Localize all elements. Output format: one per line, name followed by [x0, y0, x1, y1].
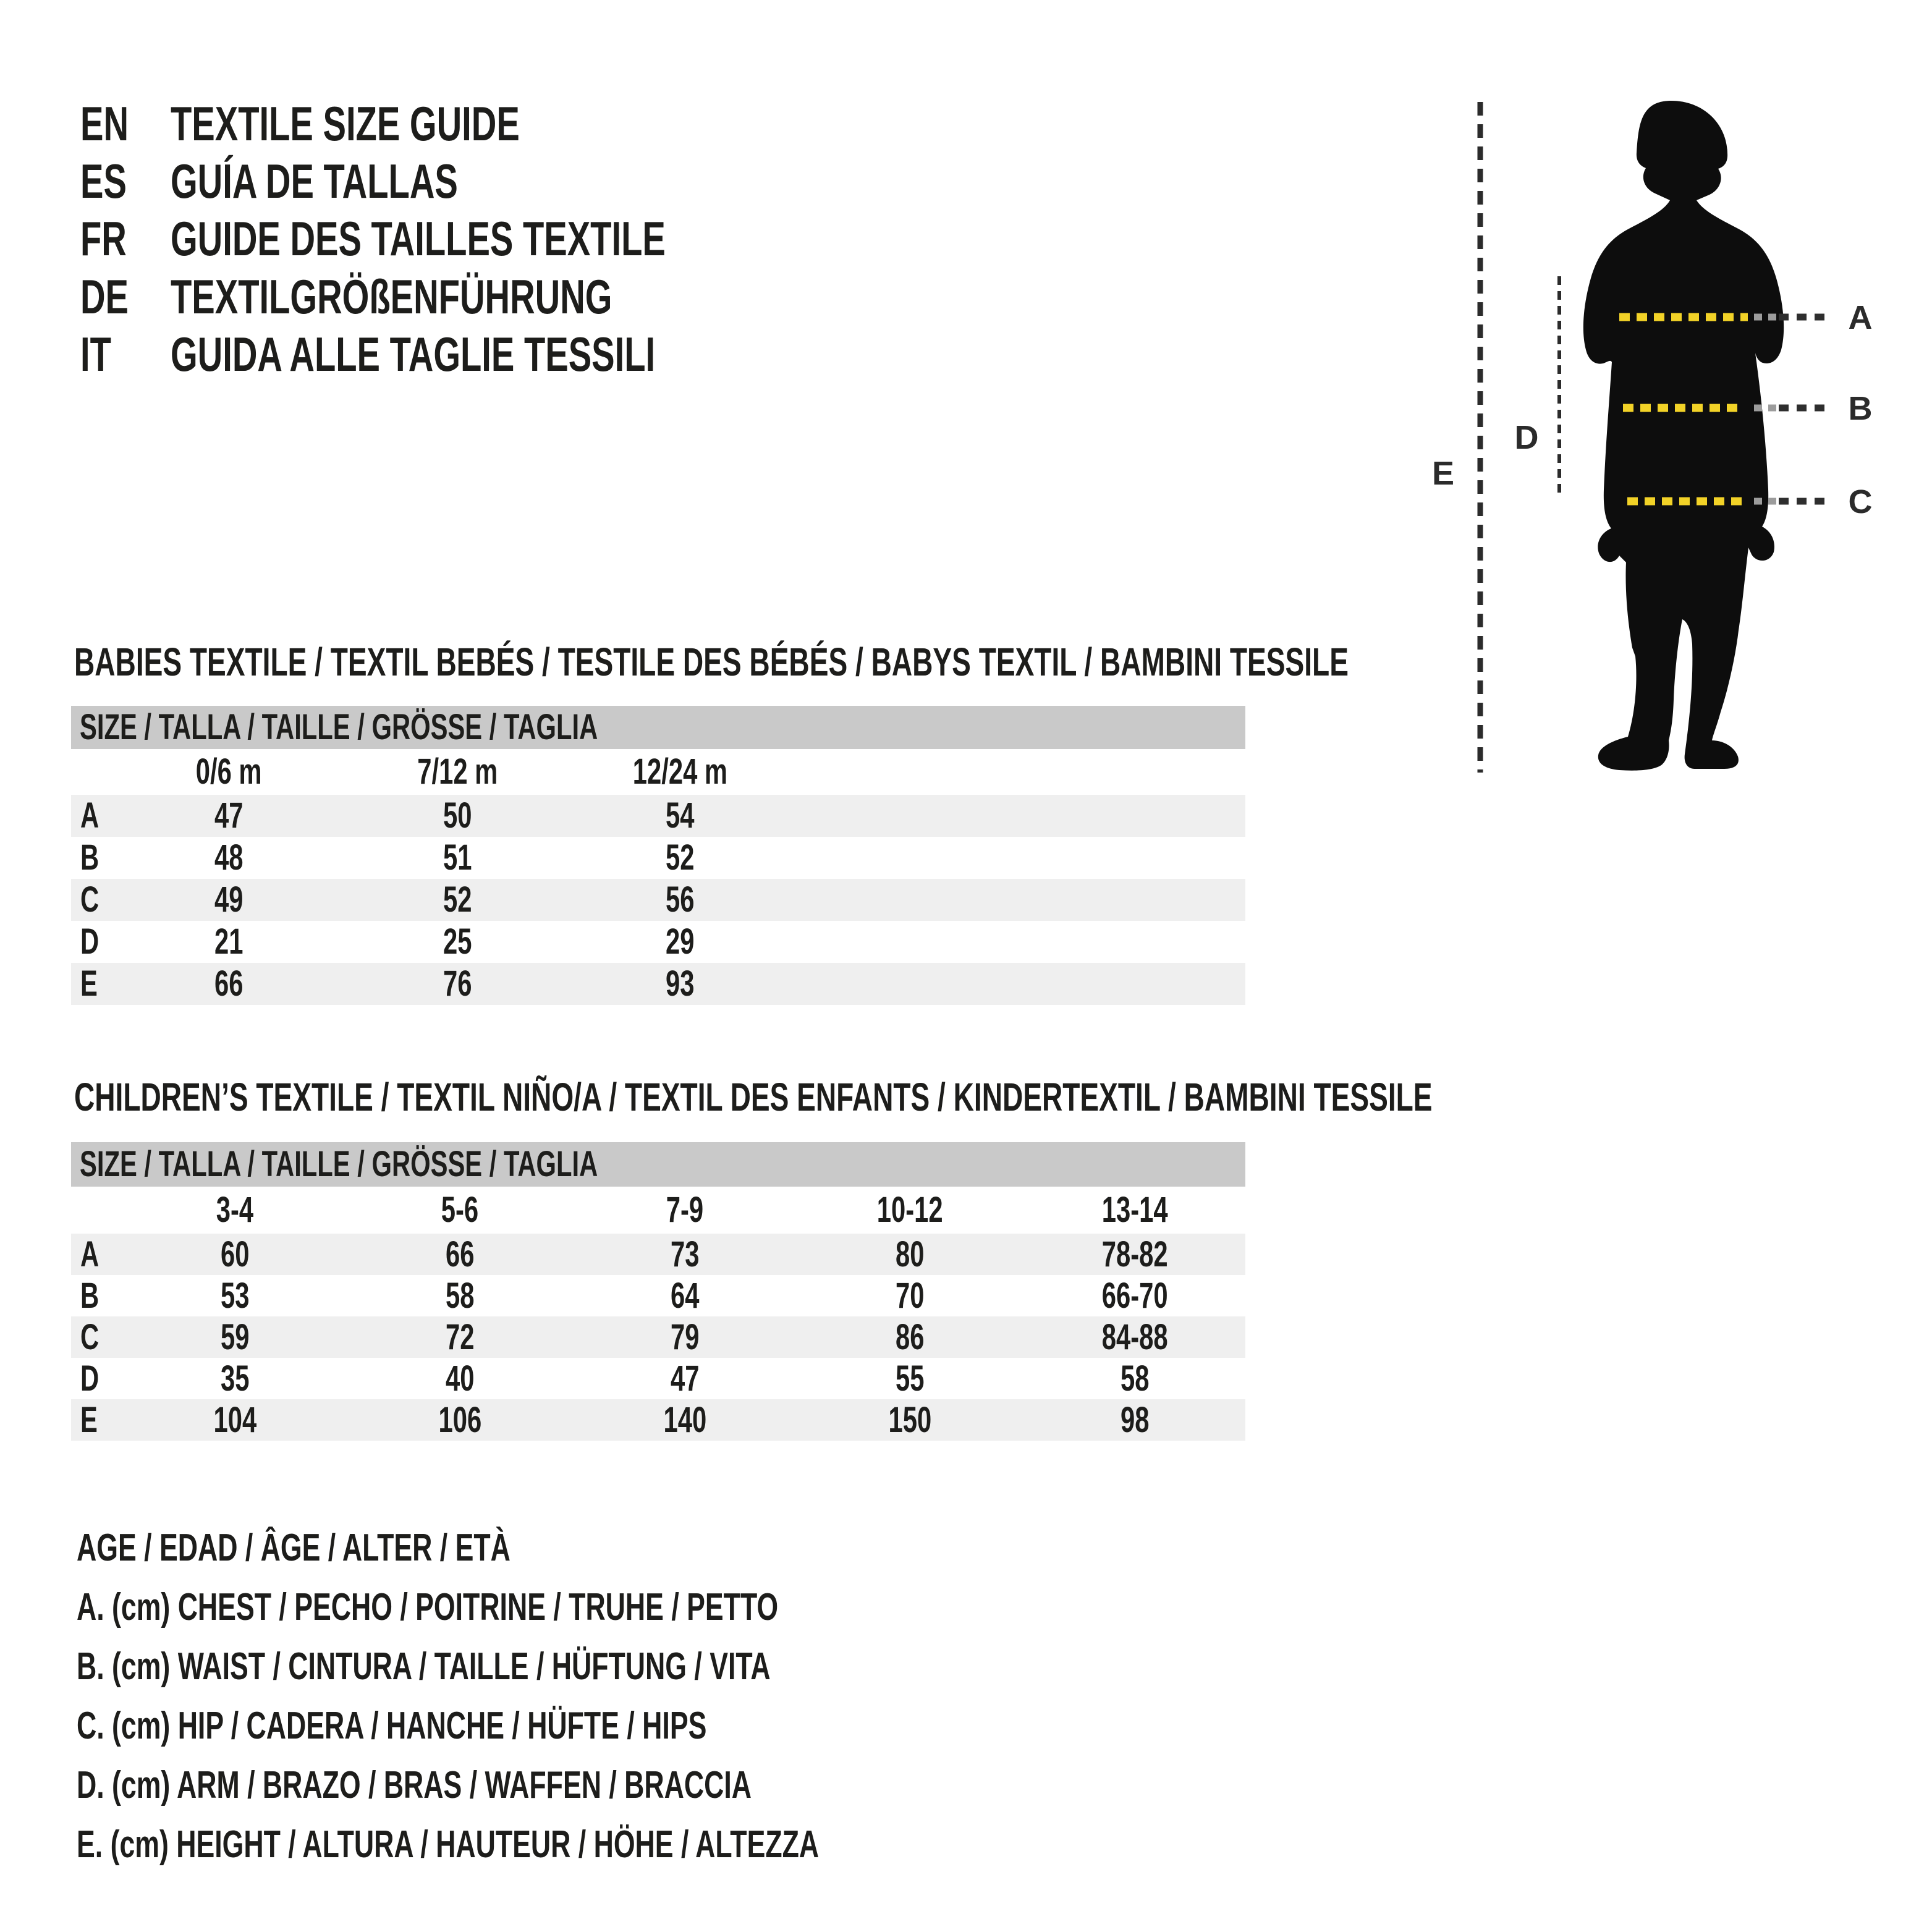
legend-line-hip: C. (cm) HIP / CADERA / HANCHE / HÜFTE / HIPS — [77, 1705, 707, 1747]
column-header: 7/12 m — [417, 752, 498, 792]
table-cell: 70 — [895, 1276, 925, 1316]
table-cell: 66-70 — [1101, 1276, 1168, 1316]
table-cell: 21 — [214, 922, 244, 962]
table-row-c — [71, 1316, 1245, 1358]
language-row-de — [0, 271, 865, 323]
table-cell: 106 — [438, 1400, 481, 1440]
table-row-d — [71, 1358, 1245, 1399]
figure-label-a: A — [1848, 299, 1873, 336]
figure-label-c: C — [1848, 483, 1873, 520]
figure-label-e: E — [1431, 455, 1455, 492]
legend-line-waist: B. (cm) WAIST / CINTURA / TAILLE / HÜFTUNG / VITA — [77, 1645, 771, 1688]
children-column-header-row — [71, 1187, 1245, 1234]
table-cell: 73 — [670, 1234, 700, 1274]
table-cell: 150 — [888, 1400, 931, 1440]
table-cell: 76 — [443, 964, 472, 1004]
table-row-c — [71, 879, 1245, 921]
table-cell: 86 — [895, 1317, 925, 1357]
babies-size-header-bar — [71, 706, 1245, 749]
babies-section-title: BABIES TEXTILE / TEXTIL BEBÉS / TESTILE DES BÉBÉS / BABYS TEXTIL / BAMBINI TESSILE — [74, 640, 1349, 684]
language-code: DE — [80, 269, 129, 324]
table-cell: 72 — [445, 1317, 475, 1357]
table-cell: 29 — [665, 922, 695, 962]
size-header-label: SIZE / TALLA / TAILLE / GRÖSSE / TAGLIA — [80, 1144, 598, 1184]
table-cell: 80 — [895, 1234, 925, 1274]
table-cell: 51 — [443, 837, 472, 878]
table-cell: 84-88 — [1101, 1317, 1168, 1357]
measurement-figure — [1409, 87, 1932, 803]
children-section-title: CHILDREN’S TEXTILE / TEXTIL NIÑO/A / TEXTIL DES ENFANTS / KINDERTEXTIL / BAMBINI TESSILE — [74, 1075, 1433, 1119]
row-label: A — [80, 1234, 100, 1274]
row-label: C — [80, 879, 100, 920]
table-cell: 64 — [670, 1276, 700, 1316]
row-label: E — [80, 1400, 98, 1440]
table-row-a — [71, 1234, 1245, 1275]
row-label: B — [80, 837, 100, 878]
language-title: GUIDE DES TAILLES TEXTILE — [171, 211, 666, 266]
language-title: GUÍA DE TALLAS — [171, 154, 458, 208]
table-cell: 66 — [445, 1234, 475, 1274]
table-row-d — [71, 921, 1245, 963]
table-cell: 50 — [443, 795, 472, 836]
row-label: D — [80, 922, 100, 962]
column-header: 13-14 — [1101, 1190, 1168, 1230]
table-cell: 58 — [1120, 1358, 1150, 1399]
table-cell: 58 — [445, 1276, 475, 1316]
table-row-e — [71, 1399, 1245, 1441]
legend-line-age: AGE / EDAD / ÂGE / ALTER / ETÀ — [77, 1527, 511, 1569]
size-header-label: SIZE / TALLA / TAILLE / GRÖSSE / TAGLIA — [80, 707, 598, 747]
language-title: GUIDA ALLE TAGLIE TESSILI — [171, 327, 656, 381]
table-row-e — [71, 963, 1245, 1005]
figure-label-d: D — [1514, 419, 1539, 456]
row-label: B — [80, 1276, 100, 1316]
table-cell: 49 — [214, 879, 244, 920]
language-title: TEXTILGRÖßENFÜHRUNG — [171, 269, 612, 324]
table-cell: 98 — [1120, 1400, 1150, 1440]
table-cell: 78-82 — [1101, 1234, 1168, 1274]
column-header: 10-12 — [876, 1190, 943, 1230]
table-cell: 48 — [214, 837, 244, 878]
table-cell: 53 — [220, 1276, 250, 1316]
legend-line-arm: D. (cm) ARM / BRAZO / BRAS / WAFFEN / BRACCIA — [77, 1764, 752, 1807]
table-cell: 56 — [665, 879, 695, 920]
table-cell: 47 — [214, 795, 244, 836]
language-title: TEXTILE SIZE GUIDE — [171, 96, 520, 151]
table-cell: 59 — [220, 1317, 250, 1357]
language-row-en — [0, 98, 865, 150]
language-code: IT — [80, 327, 111, 381]
language-code: ES — [80, 154, 127, 208]
table-cell: 52 — [665, 837, 695, 878]
language-code: FR — [80, 211, 127, 266]
legend-line-chest: A. (cm) CHEST / PECHO / POITRINE / TRUHE / PETTO — [77, 1586, 779, 1629]
table-cell: 66 — [214, 964, 244, 1004]
table-cell: 52 — [443, 879, 472, 920]
table-cell: 40 — [445, 1358, 475, 1399]
children-size-header-bar — [71, 1142, 1245, 1187]
table-cell: 79 — [670, 1317, 700, 1357]
table-cell: 47 — [670, 1358, 700, 1399]
language-row-es — [0, 155, 865, 207]
language-row-it — [0, 328, 865, 380]
babies-column-header-row — [71, 749, 1245, 795]
table-row-b — [71, 1275, 1245, 1316]
table-cell: 35 — [220, 1358, 250, 1399]
figure-label-b: B — [1848, 390, 1873, 427]
table-cell: 54 — [665, 795, 695, 836]
table-row-b — [71, 837, 1245, 879]
table-cell: 93 — [665, 964, 695, 1004]
column-header: 5-6 — [441, 1190, 479, 1230]
row-label: E — [80, 964, 98, 1004]
row-label: D — [80, 1358, 100, 1399]
column-header: 0/6 m — [195, 752, 262, 792]
language-row-fr — [0, 213, 865, 265]
row-label: A — [80, 795, 100, 836]
row-label: C — [80, 1317, 100, 1357]
column-header: 12/24 m — [632, 752, 727, 792]
table-cell: 140 — [663, 1400, 706, 1440]
table-cell: 104 — [213, 1400, 256, 1440]
legend-line-height: E. (cm) HEIGHT / ALTURA / HAUTEUR / HÖHE / ALTEZZA — [77, 1823, 820, 1866]
language-code: EN — [80, 96, 129, 151]
column-header: 3-4 — [216, 1190, 254, 1230]
column-header: 7-9 — [666, 1190, 704, 1230]
table-row-a — [71, 795, 1245, 837]
table-cell: 25 — [443, 922, 472, 962]
table-cell: 60 — [220, 1234, 250, 1274]
table-cell: 55 — [895, 1358, 925, 1399]
